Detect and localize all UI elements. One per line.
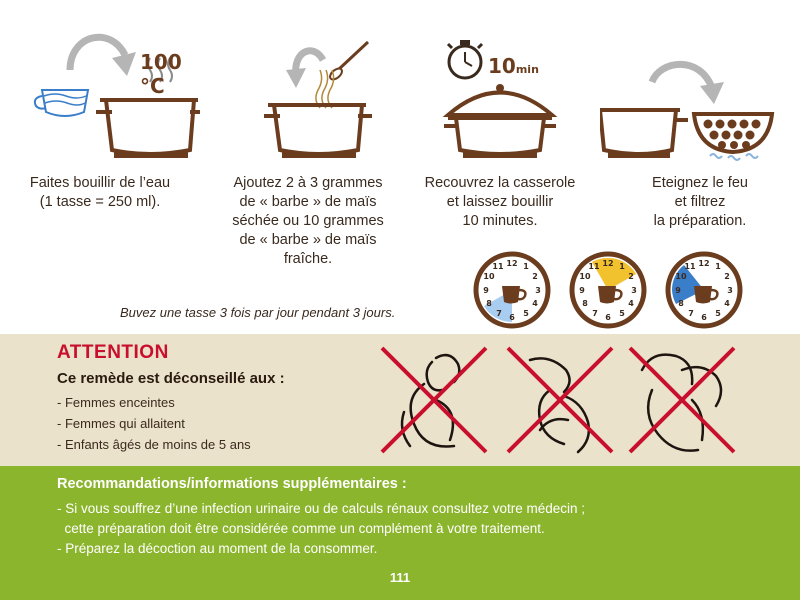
svg-text:3: 3 (631, 286, 637, 295)
list-item: cette préparation doit être considérée comme un complément à votre traitement. (57, 521, 545, 536)
svg-text:10: 10 (483, 272, 495, 281)
step-4-text: Eteignez le feu et filtrez la préparation. (652, 175, 748, 229)
svg-text:5: 5 (715, 309, 721, 318)
morning-clock-icon (472, 250, 552, 330)
svg-text:3: 3 (727, 286, 733, 295)
svg-text:1: 1 (715, 262, 721, 271)
svg-text:5: 5 (523, 309, 529, 318)
step-add-corn-silk (208, 0, 408, 280)
svg-text:5: 5 (619, 309, 625, 318)
recommendations-list (57, 499, 777, 559)
svg-text:7: 7 (496, 309, 502, 318)
covered-pot-timer-icon (400, 0, 600, 170)
svg-text:12: 12 (602, 259, 614, 268)
svg-text:9: 9 (483, 286, 489, 295)
duration-value: 10 (488, 54, 516, 78)
svg-text:7: 7 (688, 309, 694, 318)
duration-unit: min (515, 63, 539, 76)
svg-text:10: 10 (675, 272, 687, 281)
pot-pour-into-strainer-icon (600, 0, 800, 170)
svg-text:9: 9 (579, 286, 585, 295)
svg-text:2: 2 (532, 272, 538, 281)
step-cover-and-boil (400, 0, 600, 280)
duration-label (488, 54, 539, 78)
svg-text:4: 4 (628, 299, 634, 308)
noon-clock-icon (568, 250, 648, 330)
list-item: - Femmes qui allaitent (57, 416, 185, 431)
svg-text:12: 12 (698, 259, 710, 268)
step-turn-off-and-filter (600, 0, 800, 280)
pregnant-woman-crossed-icon (374, 340, 494, 460)
list-item: - Enfants âgés de moins de 5 ans (57, 437, 251, 452)
svg-text:7: 7 (592, 309, 598, 318)
evening-clock-icon (664, 250, 744, 330)
svg-text:8: 8 (486, 299, 492, 308)
page-number: 111 (389, 570, 411, 585)
svg-text:8: 8 (678, 299, 684, 308)
attention-title: ATTENTION (57, 342, 169, 363)
svg-text:2: 2 (628, 272, 634, 281)
svg-text:11: 11 (492, 262, 504, 271)
svg-text:11: 11 (588, 262, 600, 271)
child-crossed-icon (622, 340, 742, 460)
contraindication-list (57, 392, 251, 455)
svg-text:6: 6 (509, 313, 515, 322)
temperature-label: 100 °C (140, 50, 182, 98)
list-item: - Femmes enceintes (57, 395, 175, 410)
svg-text:11: 11 (684, 262, 696, 271)
step-1-text: Faites bouillir de l’eau (1 tasse = 250 ml). (29, 175, 171, 210)
svg-text:6: 6 (701, 313, 707, 322)
list-item: - Si vous souffrez d’une infection urinaire ou de calculs rénaux consultez votre médecin ; (57, 501, 586, 516)
list-item: - Préparez la décoction au moment de la consommer. (57, 541, 378, 556)
svg-text:12: 12 (506, 259, 518, 268)
svg-text:4: 4 (724, 299, 730, 308)
svg-text:1: 1 (619, 262, 625, 271)
recommendations-title: Recommandations/informations supplémentaires : (57, 476, 407, 492)
breastfeeding-crossed-icon (500, 340, 620, 460)
corn-silk-into-pot-icon (208, 0, 408, 170)
svg-text:9: 9 (675, 286, 681, 295)
dosage-note: Buvez une tasse 3 fois par jour pendant 3 jours. (120, 305, 396, 320)
svg-text:3: 3 (535, 286, 541, 295)
step-2-text: Ajoutez 2 à 3 grammes de « barbe » de maïs séchée ou 10 grammes de « barbe » de maïs fraîche. (232, 175, 384, 267)
svg-text:8: 8 (582, 299, 588, 308)
attention-subtitle: Ce remède est déconseillé aux : (57, 370, 285, 387)
svg-text:2: 2 (724, 272, 730, 281)
step-boil-water (0, 0, 200, 280)
svg-text:6: 6 (605, 313, 611, 322)
svg-text:10: 10 (579, 272, 591, 281)
svg-text:1: 1 (523, 262, 529, 271)
attention-section (0, 334, 800, 466)
step-3-text: Recouvrez la casserole et laissez bouillir 10 minutes. (424, 175, 576, 229)
svg-text:4: 4 (532, 299, 538, 308)
